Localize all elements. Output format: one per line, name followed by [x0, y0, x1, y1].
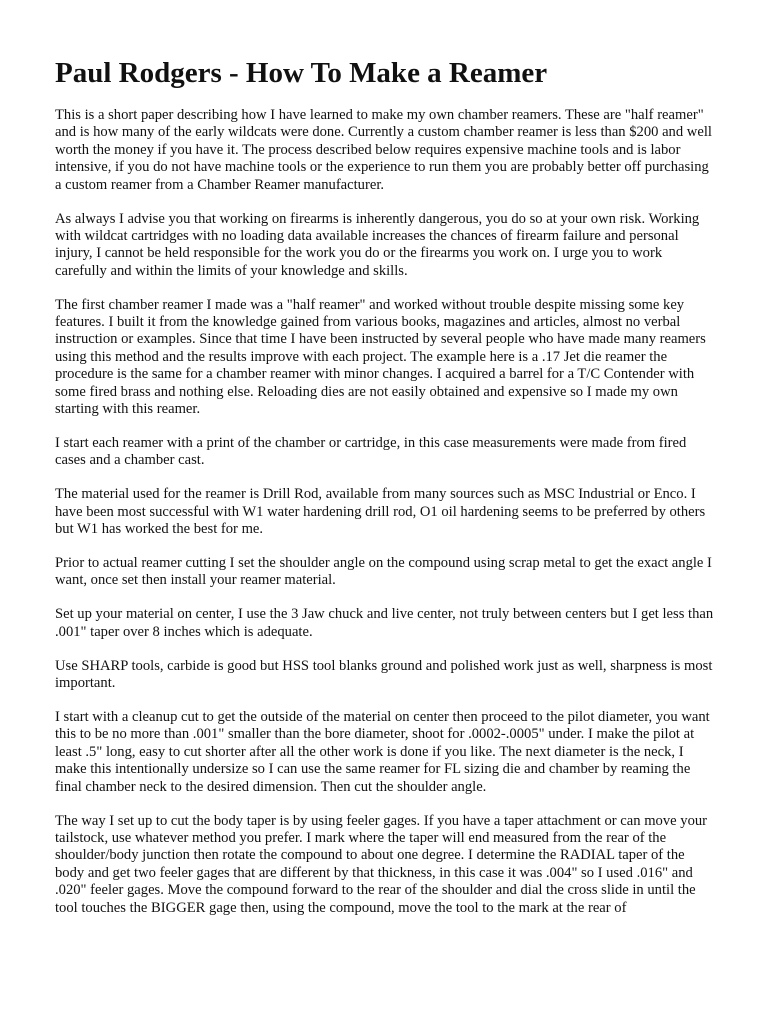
paragraph-body-taper: The way I set up to cut the body taper is by using feeler gages. If you have a taper attachment or can move your tailstock, use whatever method you prefer. I mark where the taper will end measured from the rear of the shoulder/body junction then rotate the compound to about one degree. I determine the RADIAL taper of the body and get two feeler gages that are different by that thickness, in this case it was .004" so I used .016" and .020" feeler gages. Move the compound forward to the rear of the shoulder and dial the cross slide in until the tool touches the BIGGER gage then, using the compound, move the tool to the mark at the rear of [55, 812, 708, 916]
paragraph-safety-warning: As always I advise you that working on firearms is inherently dangerous, you do so at your own risk. Working with wildcat cartridges with no loading data available increases the chances of firearm failure and personal injury, I cannot be held responsible for the work you do or the firearms you work on. I urge you to work carefully and within the limits of your knowledge and skills. [55, 210, 700, 279]
paragraph-print: I start each reamer with a print of the chamber or cartridge, in this case measurements were made from fired cases and a chamber cast. [55, 435, 687, 469]
paragraph-first-reamer: The first chamber reamer I made was a "half reamer" and worked without trouble despite missing some key features. I built it from the knowledge gained from various books, magazines and articles, almost no verbal instruction or examples. Since that time I have been instructed by several people who have made many reamers using this method and the results improve with each project. The example here is a .17 Jet die reamer the procedure is the same for a chamber reamer with minor changes. I acquired a barrel for a T/C Contender with some fired brass and nothing else. Reloading dies are not easily obtained and expensive so I made my own starting with this reamer. [55, 296, 706, 418]
document-title: Paul Rodgers - How To Make a Reamer [55, 57, 548, 89]
document-page [55, 56, 715, 933]
paragraph-setup: Set up your material on center, I use the 3 Jaw chuck and live center, not truly between centers but I get less than .001" taper over 8 inches which is adequate. [55, 606, 714, 640]
paragraph-material: The material used for the reamer is Drill Rod, available from many sources such as MSC Industrial or Enco. I have been most successful with W1 water hardening drill rod, O1 oil hardening seems to be preferred by others but W1 has worked the best for me. [55, 486, 706, 538]
paragraph-intro: This is a short paper describing how I have learned to make my own chamber reamers. These are "half reamer" and is how many of the early wildcats were done. Currently a custom chamber reamer is less than $200 and well worth the money if you have it. The process described below requires expensive machine tools and is labor intensive, if you do not have machine tools or the experience to run them you are probably better off purchasing a custom reamer from a Chamber Reamer manufacturer. [55, 107, 712, 193]
paragraph-shoulder-angle: Prior to actual reamer cutting I set the shoulder angle on the compound using scrap metal to get the exact angle I want, once set then install your reamer material. [55, 555, 712, 589]
paragraph-tools: Use SHARP tools, carbide is good but HSS tool blanks ground and polished work just as well, sharpness is most important. [55, 657, 713, 692]
paragraph-cleanup-cut: I start with a cleanup cut to get the outside of the material on center then proceed to the pilot diameter, you want this to be no more than .001" smaller than the bore diameter, shoot for .0002-.0005" under. I make the pilot at least .5" long, easy to cut shorter after all the other work is done if you like. The next diameter is the neck, I make this intentionally undersize so I can use the same reamer for FL sizing die and chamber by reaming the final chamber neck to the desired dimension. Then cut the shoulder angle. [55, 708, 710, 795]
